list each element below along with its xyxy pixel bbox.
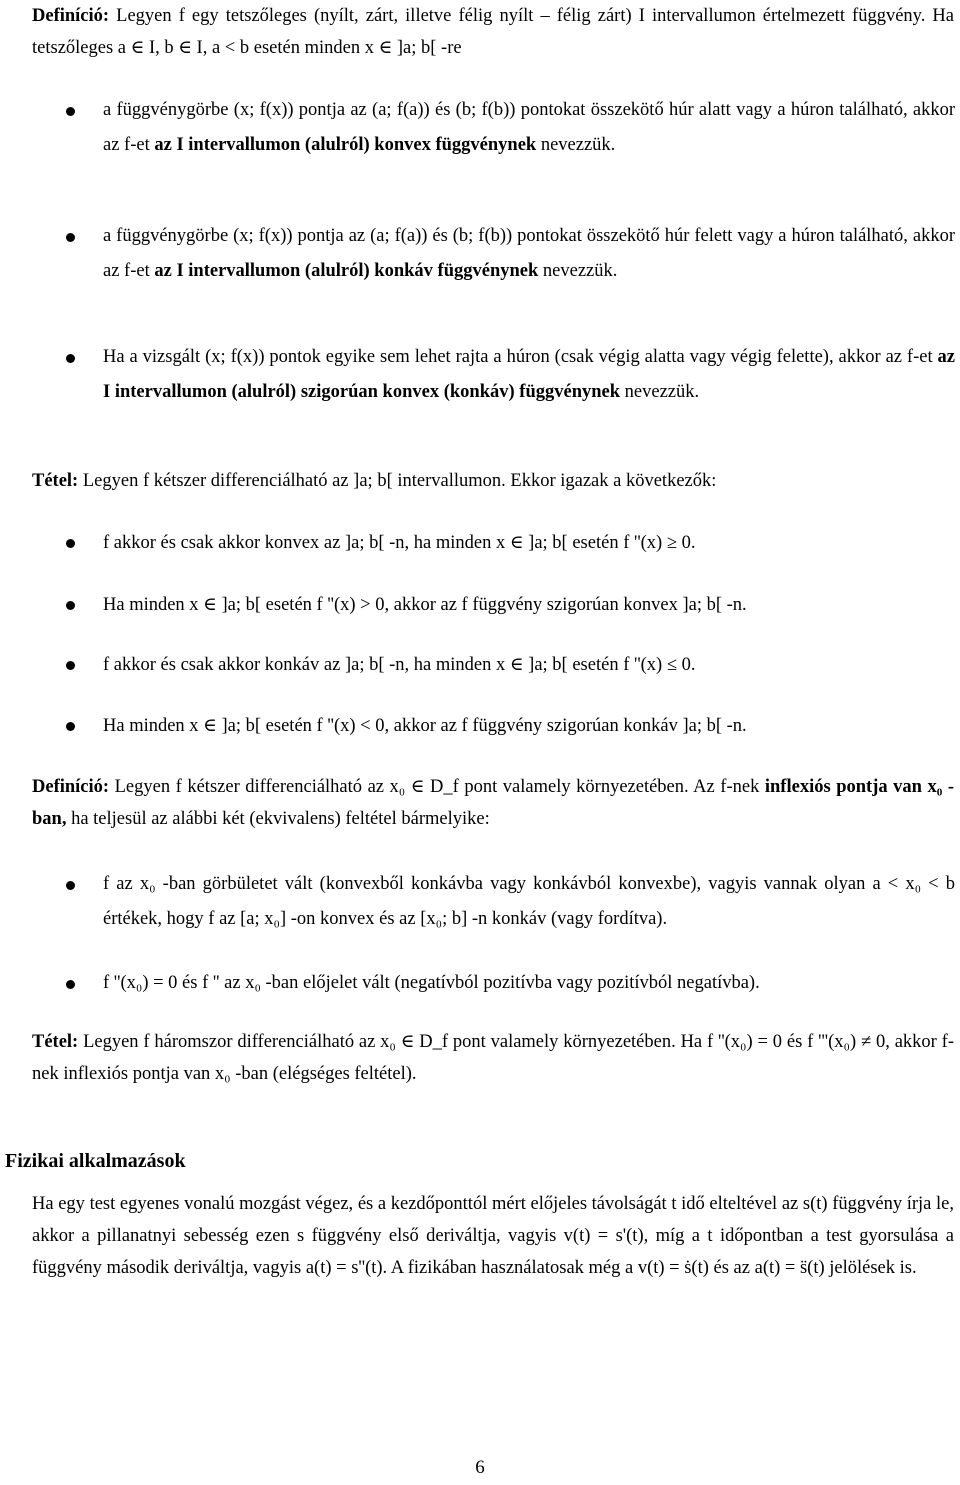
page-number: 6 xyxy=(475,1457,485,1478)
bullet-icon xyxy=(66,601,75,610)
theorem-convexity xyxy=(32,466,954,496)
section-heading: Fizikai alkalmazások xyxy=(5,1150,186,1172)
bullet-icon xyxy=(66,354,75,363)
list-item: Ha minden x ∈ ]a; b[ esetén f ''(x) < 0, akkor az f függvény szigorúan konkáv ]a; b[ -n. xyxy=(103,716,747,736)
list-item-text: nevezzük. xyxy=(620,382,700,402)
list-item-strict xyxy=(103,340,955,410)
theorem-label: Tétel: xyxy=(32,1032,79,1052)
list-item-text: nevezzük. xyxy=(538,261,618,281)
list-item-concave xyxy=(103,219,955,289)
list-item-text: a függvénygörbe (x; f(x)) pontja az (a; f(a)) és (b; f(b)) pontokat összekötő húr alatt vagy a húron található, akkor az f-et xyxy=(103,100,955,155)
theorem-label: Tétel: xyxy=(32,471,79,491)
theorem-text: Legyen f háromszor differenciálható az x₀ ∈ D_f pont valamely környezetében. Ha f ''(x₀) = 0 és f '''(x₀) ≠ 0, akkor f-nek inflexiós pontja van x₀ -ban (elégséges feltétel). xyxy=(32,1032,954,1084)
definition-inflection xyxy=(32,771,954,835)
list-item-bold: az I intervallumon (alulról) konvex függvénynek xyxy=(154,135,537,155)
definition-convexity xyxy=(32,0,954,64)
list-item: f akkor és csak akkor konvex az ]a; b[ -n, ha minden x ∈ ]a; b[ esetén f ''(x) ≥ 0. xyxy=(103,533,696,553)
bullet-icon xyxy=(66,233,75,242)
list-item: f az x₀ -ban görbületet vált (konvexből konkávba vagy konkávból konvexbe), vagyis vannak olyan a < x₀ < b értékek, hogy f az [a; x₀] -on konvex és az [x₀; b] -n konkáv (vagy fordítva). xyxy=(103,874,955,929)
bullet-icon xyxy=(66,107,75,116)
list-item-text: a függvénygörbe (x; f(x)) pontja az (a; f(a)) és (b; f(b)) pontokat összekötő húr felett vagy a húron található, akkor az f-et xyxy=(103,226,955,281)
definition-label: Definíció: xyxy=(32,6,110,26)
definition-bold: inflexiós pontja van x₀ -ban, xyxy=(32,777,954,829)
list-item-text: nevezzük. xyxy=(536,135,616,155)
list-item-text: Ha a vizsgált (x; f(x)) pontok egyike sem lehet rajta a húron (csak végig alatta vagy végig felette), akkor az f-et xyxy=(103,347,938,367)
theorem-text: Legyen f kétszer differenciálható az ]a; b[ intervallumon. Ekkor igazak a következők: xyxy=(78,471,717,491)
bullet-icon xyxy=(66,881,75,890)
bullet-icon xyxy=(66,539,75,548)
list-item: f akkor és csak akkor konkáv az ]a; b[ -n, ha minden x ∈ ]a; b[ esetén f ''(x) ≤ 0. xyxy=(103,655,696,675)
definition-text: Legyen f kétszer differenciálható az x₀ ∈ D_f pont valamely környezetében. Az f-nek xyxy=(109,777,765,797)
list-item-bold: az I intervallumon (alulról) szigorúan konvex (konkáv) függvénynek xyxy=(103,347,955,402)
bullet-icon xyxy=(66,661,75,670)
definition-text: ha teljesül az alábbi két (ekvivalens) feltétel bármelyike: xyxy=(66,809,490,829)
list-item-bold: az I intervallumon (alulról) konkáv függvénynek xyxy=(154,261,539,281)
bullet-icon xyxy=(66,980,75,989)
definition-text: Legyen f egy tetszőleges (nyílt, zárt, illetve félig nyílt – félig zárt) I intervallumon értelmezett függvény. Ha tetszőleges a ∈ I, b ∈ I, a < b esetén minden x ∈ ]a; b[ -re xyxy=(32,6,954,58)
section-paragraph: Ha egy test egyenes vonalú mozgást végez, és a kezdőponttól mért előjeles távolságát t idő elteltével az s(t) függvény írja le, akkor a pillanatnyi sebesség ezen s függvény első deriváltja, vagyis v(t) = s'(t), míg a t időpontban a test gyorsulása a függvény második deriváltja, vagyis a(t) = s''(t). A fizikában használatosak még a v(t) = ṡ(t) és az a(t) = s̈(t) jelölések is. xyxy=(32,1194,954,1278)
list-item: f ''(x₀) = 0 és f '' az x₀ -ban előjelet vált (negatívból pozitívba vagy pozitívból negatívba). xyxy=(103,973,760,993)
list-item: Ha minden x ∈ ]a; b[ esetén f ''(x) > 0, akkor az f függvény szigorúan konvex ]a; b[ -n. xyxy=(103,595,747,615)
list-item-convex xyxy=(103,93,955,163)
bullet-icon xyxy=(66,722,75,731)
definition-label: Definíció: xyxy=(32,777,110,797)
theorem-inflection xyxy=(32,1026,954,1090)
